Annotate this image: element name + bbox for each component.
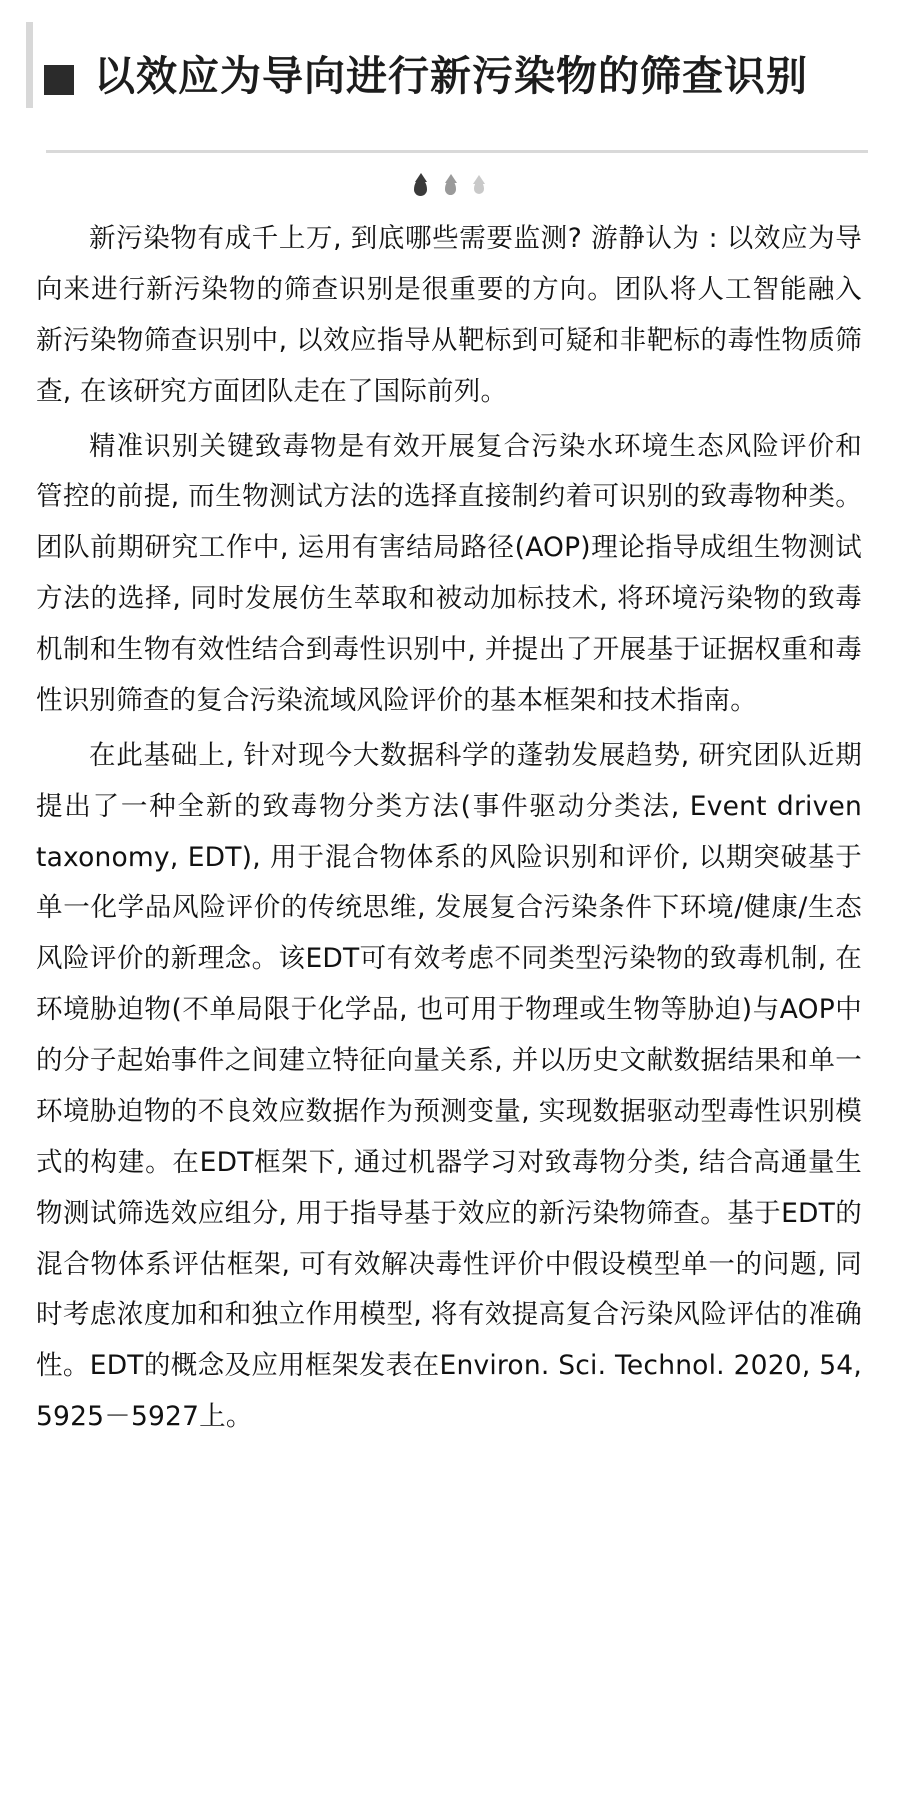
title-divider: [46, 150, 868, 153]
title-marker-icon: [44, 65, 74, 95]
water-drop-icon: [474, 181, 484, 194]
body-paragraph: 新污染物有成千上万, 到底哪些需要监测? 游静认为 : 以效应为导向来进行新污染物的筛查识别是很重要的方向。团队将人工智能融入新污染物筛查识别中, 以效应指导从靶标到可疑和非靶标的毒性物质筛查, 在该研究方面团队走在了国际前列。: [36, 223, 862, 407]
water-drop-icon: [445, 180, 456, 195]
water-drop-icon: [414, 179, 427, 196]
page-title: 以效应为导向进行新污染物的筛查识别: [94, 52, 808, 101]
article-header: [0, 0, 898, 128]
ornament-divider: [0, 179, 898, 196]
article-body: [0, 214, 898, 1443]
body-paragraph: 精准识别关键致毒物是有效开展复合污染水环境生态风险评价和管控的前提, 而生物测试方法的选择直接制约着可识别的致毒物种类。团队前期研究工作中, 运用有害结局路径(AOP)理论指导成组生物测试方法的选择, 同时发展仿生萃取和被动加标技术, 将环境污染物的致毒机制和生物有效性结合到毒性识别中, 并提出了开展基于证据权重和毒性识别筛查的复合污染流域风险评价的基本框架和技术指南。: [36, 430, 862, 716]
body-paragraph: 在此基础上, 针对现今大数据科学的蓬勃发展趋势, 研究团队近期提出了一种全新的致毒物分类方法(事件驱动分类法, Event driven taxonomy, EDT), 用于混合物体系的风险识别和评价, 以期突破基于单一化学品风险评价的传统思维, 发展复合污染条件下环境/健康/生态风险评价的新理念。该EDT可有效考虑不同类型污染物的致毒机制, 在环境胁迫物(不单局限于化学品, 也可用于物理或生物等胁迫)与AOP中的分子起始事件之间建立特征向量关系, 并以历史文献数据结果和单一环境胁迫物的不良效应数据作为预测变量, 实现数据驱动型毒性识别模式的构建。在EDT框架下, 通过机器学习对致毒物分类, 结合高通量生物测试筛选效应组分, 用于指导基于效应的新污染物筛查。基于EDT的混合物体系评估框架, 可有效解决毒性评价中假设模型单一的问题, 同时考虑浓度加和和独立作用模型, 将有效提高复合污染风险评估的准确性。EDT的概念及应用框架发表在Environ. Sci. Technol. 2020, 54, 5925－5927上。: [36, 739, 862, 1433]
